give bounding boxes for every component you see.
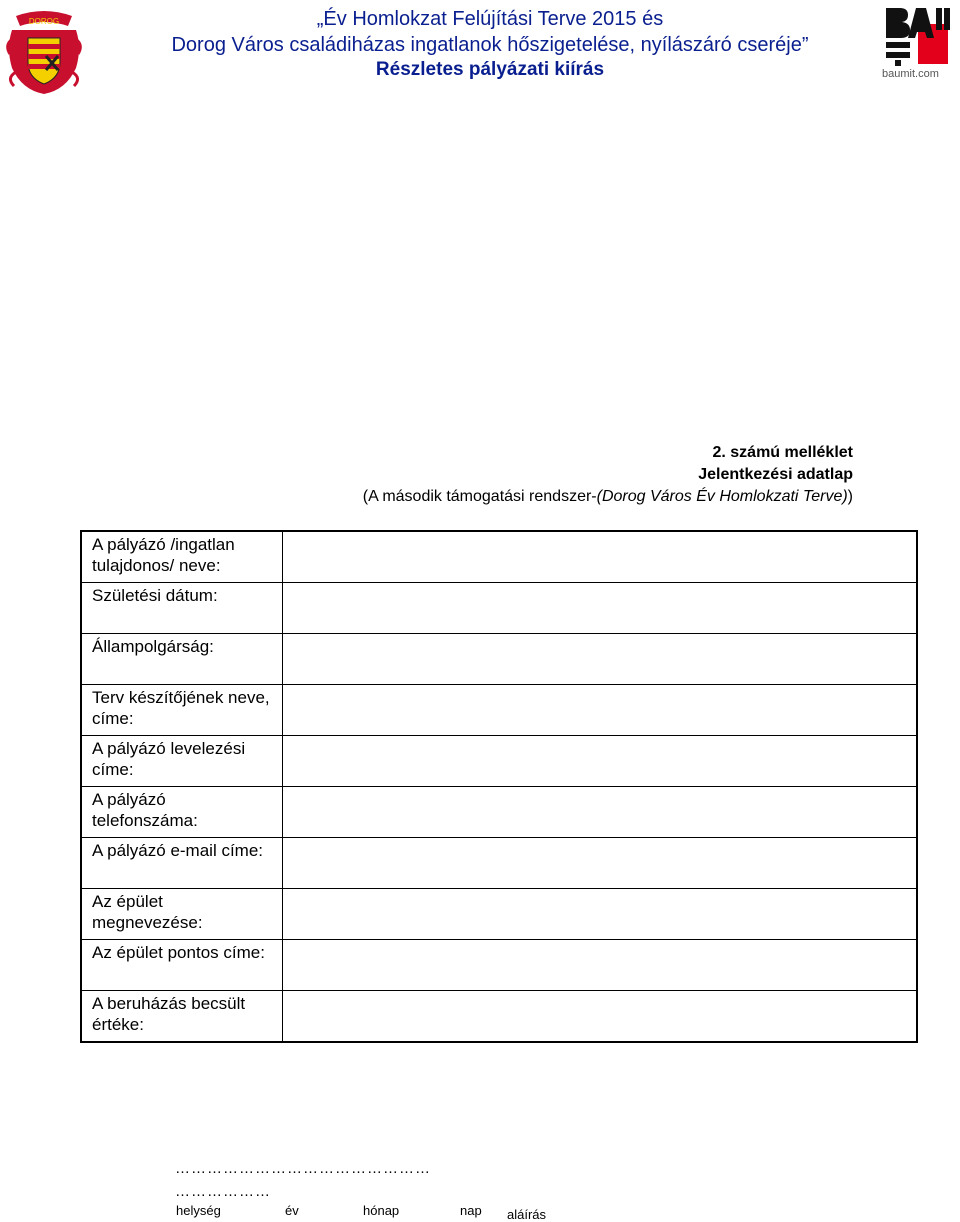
- page-header: [0, 0, 960, 100]
- form-field-label: Az épület megnevezése:: [81, 889, 283, 940]
- header-title-line2: Dorog Város családiházas ingatlanok hőszigetelése, nyílászáró cseréje”: [171, 34, 809, 56]
- form-row: [81, 889, 917, 940]
- brand-url: baumit.com: [882, 68, 939, 80]
- attachment-number: 2. számú melléklet: [712, 444, 853, 461]
- form-row: [81, 940, 917, 991]
- form-field-value[interactable]: [283, 940, 918, 991]
- form-field-value[interactable]: [283, 838, 918, 889]
- signature-label: aláírás: [507, 1207, 547, 1222]
- form-row: [81, 991, 917, 1043]
- form-field-value[interactable]: [283, 531, 918, 583]
- form-field-label: A pályázó telefonszáma:: [81, 787, 283, 838]
- form-row: [81, 634, 917, 685]
- form-field-label: A pályázó e-mail címe:: [81, 838, 283, 889]
- dorog-crest-icon: [2, 8, 86, 96]
- form-field-label: Állampolgárság:: [81, 634, 283, 685]
- form-field-label: Születési dátum:: [81, 583, 283, 634]
- year-label: év: [285, 1203, 299, 1218]
- form-row: [81, 736, 917, 787]
- application-form-table: [80, 530, 918, 1043]
- form-field-label: Terv készítőjének neve, címe:: [81, 685, 283, 736]
- form-field-label: A beruházás becsült értéke:: [81, 991, 283, 1043]
- header-title-line3: Részletes pályázati kiírás: [375, 59, 605, 80]
- form-field-value[interactable]: [283, 685, 918, 736]
- month-label: hónap: [363, 1203, 400, 1218]
- place-label: helység: [176, 1203, 221, 1218]
- signature-dots-line1: …………………………………………: [175, 1160, 431, 1177]
- signature-dots-line2: ………………: [175, 1183, 271, 1200]
- form-field-value[interactable]: [283, 889, 918, 940]
- attachment-title: Jelentkezési adatlap: [698, 466, 853, 483]
- form-row: [81, 685, 917, 736]
- subtitle-suffix: ): [847, 488, 853, 505]
- day-label: nap: [460, 1203, 482, 1218]
- form-field-label: A pályázó levelezési címe:: [81, 736, 283, 787]
- form-row: [81, 583, 917, 634]
- form-body: [81, 531, 917, 1042]
- form-row: [81, 787, 917, 838]
- form-field-value[interactable]: [283, 787, 918, 838]
- form-row: [81, 838, 917, 889]
- attachment-subtitle: [363, 488, 853, 506]
- subtitle-italic: (Dorog Város Év Homlokzati Terve): [596, 488, 848, 505]
- header-title-line1: „Év Homlokzat Felújítási Terve 2015 és: [316, 8, 664, 30]
- form-field-label: A pályázó /ingatlan tulajdonos/ neve:: [81, 531, 283, 583]
- form-field-value[interactable]: [283, 583, 918, 634]
- form-field-value[interactable]: [283, 736, 918, 787]
- form-field-label: Az épület pontos címe:: [81, 940, 283, 991]
- form-field-value[interactable]: [283, 991, 918, 1043]
- subtitle-prefix: (A második támogatási rendszer-: [362, 488, 597, 505]
- form-row: [81, 531, 917, 583]
- svg-text:DOROG: DOROG: [28, 17, 60, 26]
- form-field-value[interactable]: [283, 634, 918, 685]
